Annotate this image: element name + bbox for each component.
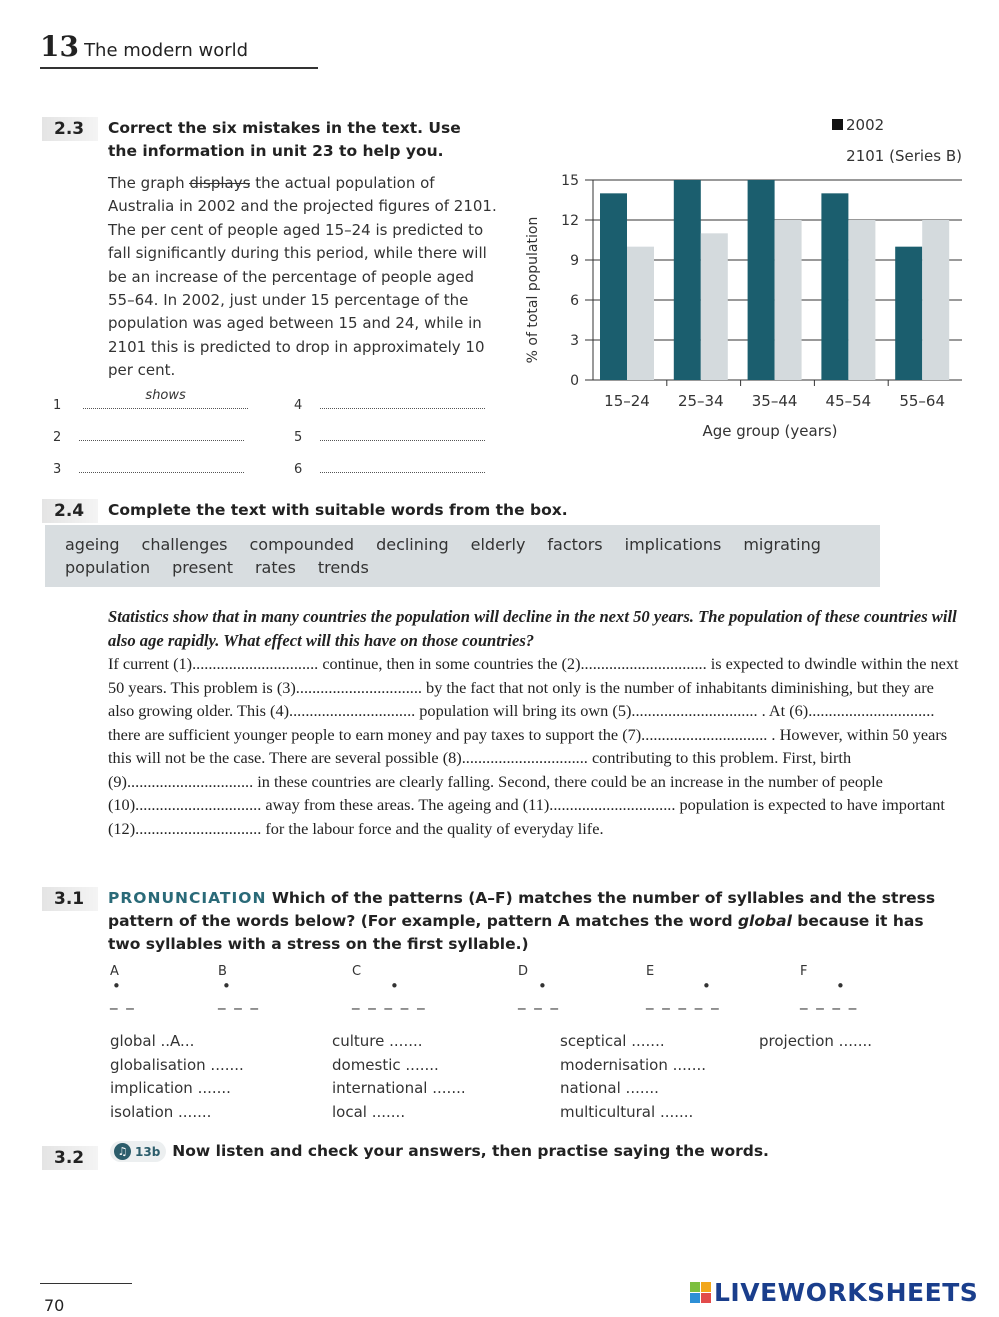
example-word: global — [737, 912, 792, 930]
y-tick-label: 3 — [570, 333, 579, 349]
chart-x-axis-label: Age group (years) — [702, 422, 838, 440]
y-tick-label: 0 — [570, 373, 579, 389]
box-word[interactable]: implications — [624, 535, 722, 554]
x-tick-label: 15–24 — [604, 392, 650, 410]
y-tick-label: 12 — [561, 213, 579, 229]
word-column-2 — [332, 1030, 466, 1124]
handwritten-answer: shows — [145, 388, 186, 403]
exercise-number-3-1: 3.1 — [42, 887, 98, 911]
x-tick-label: 55–64 — [899, 392, 946, 410]
box-word[interactable]: elderly — [470, 535, 526, 554]
bar-2002-35–44 — [748, 180, 775, 380]
word-item[interactable]: projection ....... — [759, 1032, 873, 1050]
word-box — [45, 525, 880, 587]
pattern-b: B • _ _ _ — [218, 964, 261, 1010]
word-column-1 — [110, 1030, 244, 1124]
word-item[interactable]: isolation ....... — [110, 1102, 212, 1121]
word-item[interactable]: sceptical ....... — [560, 1032, 665, 1050]
exercise-number-2-4: 2.4 — [42, 499, 98, 523]
word-item[interactable]: domestic ....... — [332, 1055, 439, 1074]
answer-line-3[interactable]: 3 — [53, 460, 244, 477]
bar-2002-55–64 — [895, 247, 922, 380]
bar-2101-15–24 — [627, 247, 654, 380]
exercise-3-1-instruction: PRONUNCIATION Which of the patterns (A–F) matches the number of syllables and the stress pattern of the words below? (For example, pattern A matches the word global because it has two syllables with a stress on the first syllable.) — [108, 889, 936, 953]
pattern-e: E • _ _ _ _ _ — [646, 964, 721, 1010]
box-word[interactable]: compounded — [249, 535, 355, 554]
chart-y-axis-label: % of total population — [525, 216, 541, 364]
y-tick-label: 6 — [570, 293, 579, 309]
population-bar-chart — [505, 110, 975, 450]
bar-2101-55–64 — [922, 220, 949, 380]
word-item[interactable]: culture ....... — [332, 1032, 423, 1050]
answer-line-1[interactable]: 1 shows — [53, 396, 248, 413]
box-word[interactable]: ageing — [65, 535, 120, 554]
page-number: 70 — [44, 1296, 65, 1315]
word-item[interactable]: implication ....... — [110, 1079, 231, 1097]
box-word[interactable]: present — [172, 558, 233, 577]
answer-line-5[interactable]: 5 — [294, 428, 485, 445]
text-intro: The graph — [108, 174, 190, 192]
brand-logo — [690, 1278, 978, 1307]
answer-line-4[interactable]: 4 — [294, 396, 485, 413]
exercise-number-2-3: 2.3 — [42, 117, 98, 141]
exercise-3-2-instruction: Now listen and check your answers, then practise saying the words. — [172, 1142, 769, 1160]
word-item[interactable]: local ....... — [332, 1102, 406, 1121]
y-tick-label: 15 — [561, 173, 579, 189]
word-item[interactable]: global ..A... — [110, 1032, 195, 1050]
box-word[interactable]: trends — [317, 558, 369, 577]
box-word[interactable]: rates — [254, 558, 296, 577]
brand-name: LIVEWORKSHEETS — [714, 1278, 979, 1307]
word-item[interactable]: globalisation ....... — [110, 1055, 244, 1074]
pronunciation-label: PRONUNCIATION — [108, 889, 267, 907]
passage-body: If current (1)............................... continue, then in some countries the (2)............................... is expected to dwindle within the next 50 years. This problem is (3)............................... by the fact that not only is the number of inhabitants diminishing, but they are also growing older. This (4)............................... population will bring its own (5)............................... . At (6)............................... there are sufficient younger people to earn money and pay taxes to support the (7)............................... . However, within 50 years this will not be the case. There are several possible (8)............................... contributing to this problem. First, birth (9)............................... in these countries are clearly falling. Second, there could be an increase in the number of people (10)............................... away from these areas. The ageing and (11)............................... population is expected to have important (12)............................... for the labour force and the quality of everyday life. — [108, 654, 959, 838]
box-word[interactable]: factors — [547, 535, 603, 554]
word-item[interactable]: modernisation ....... — [560, 1055, 707, 1074]
struck-word: displays — [189, 174, 251, 192]
bar-2101-35–44 — [775, 220, 802, 380]
unit-number: 13 — [40, 30, 79, 63]
x-tick-label: 35–44 — [751, 392, 798, 410]
bar-2101-25–34 — [701, 233, 728, 380]
exercise-number-3-2: 3.2 — [42, 1146, 98, 1170]
box-word[interactable]: challenges — [141, 535, 228, 554]
legend-swatch-2002 — [832, 119, 843, 130]
word-column-3 — [560, 1030, 706, 1124]
header-rule — [40, 67, 318, 69]
word-column-4 — [759, 1030, 872, 1054]
x-tick-label: 45–54 — [825, 392, 872, 410]
footer-rule — [40, 1283, 132, 1284]
answer-line-2[interactable]: 2 — [53, 428, 244, 445]
box-word[interactable]: population — [65, 558, 151, 577]
cloze-passage — [108, 605, 964, 840]
chart-legend — [832, 116, 962, 165]
bar-2101-45–54 — [848, 220, 875, 380]
exercise-2-3-text — [108, 172, 503, 383]
exercise-2-3-instruction: Correct the six mistakes in the text. Use the information in unit 23 to help you. — [108, 119, 461, 160]
pattern-c: C • _ _ _ _ _ — [352, 964, 427, 1010]
pattern-f: F • _ _ _ _ — [800, 964, 859, 1010]
exercise-3-2-row — [110, 1140, 769, 1163]
headphones-icon: ♫ — [114, 1143, 131, 1160]
legend-label-2101: 2101 (Series B) — [846, 147, 962, 165]
pattern-d: D • _ _ _ — [518, 964, 561, 1010]
unit-title: The modern world — [84, 40, 249, 61]
passage-question: Statistics show that in many countries the population will decline in the next 50 years. The population of these countries will also age rapidly. What effect will this have on those countries? — [108, 607, 957, 650]
box-word[interactable]: declining — [376, 535, 449, 554]
answer-line-6[interactable]: 6 — [294, 460, 485, 477]
pattern-a: A • _ _ — [110, 964, 136, 1010]
exercise-2-4-instruction: Complete the text with suitable words from the box. — [108, 501, 568, 519]
legend-label-2002: 2002 — [846, 116, 885, 134]
audio-badge[interactable] — [110, 1141, 166, 1162]
text-rest: the actual population of Australia in 2002 and the projected figures of 2101. The per cent of people aged 15–24 is predicted to fall significantly during this period, while there will be an increase of the percentage of people aged 55–64. In 2002, just under 15 percentage of the population was aged between 15 and 24, while in 2101 this is predicted to drop in approximately 10 per cent. — [108, 174, 497, 380]
word-item[interactable]: multicultural ....... — [560, 1102, 694, 1121]
y-tick-label: 9 — [570, 253, 579, 269]
brand-grid-icon — [690, 1282, 711, 1303]
bar-2002-25–34 — [674, 180, 701, 380]
bar-2002-45–54 — [821, 193, 848, 380]
word-item[interactable]: international ....... — [332, 1079, 466, 1097]
word-item[interactable]: national ....... — [560, 1079, 659, 1097]
audio-track: 13b — [135, 1144, 161, 1159]
unit-header — [40, 30, 248, 63]
bar-2002-15–24 — [600, 193, 627, 380]
x-tick-label: 25–34 — [677, 392, 724, 410]
box-word[interactable]: migrating — [743, 535, 821, 554]
